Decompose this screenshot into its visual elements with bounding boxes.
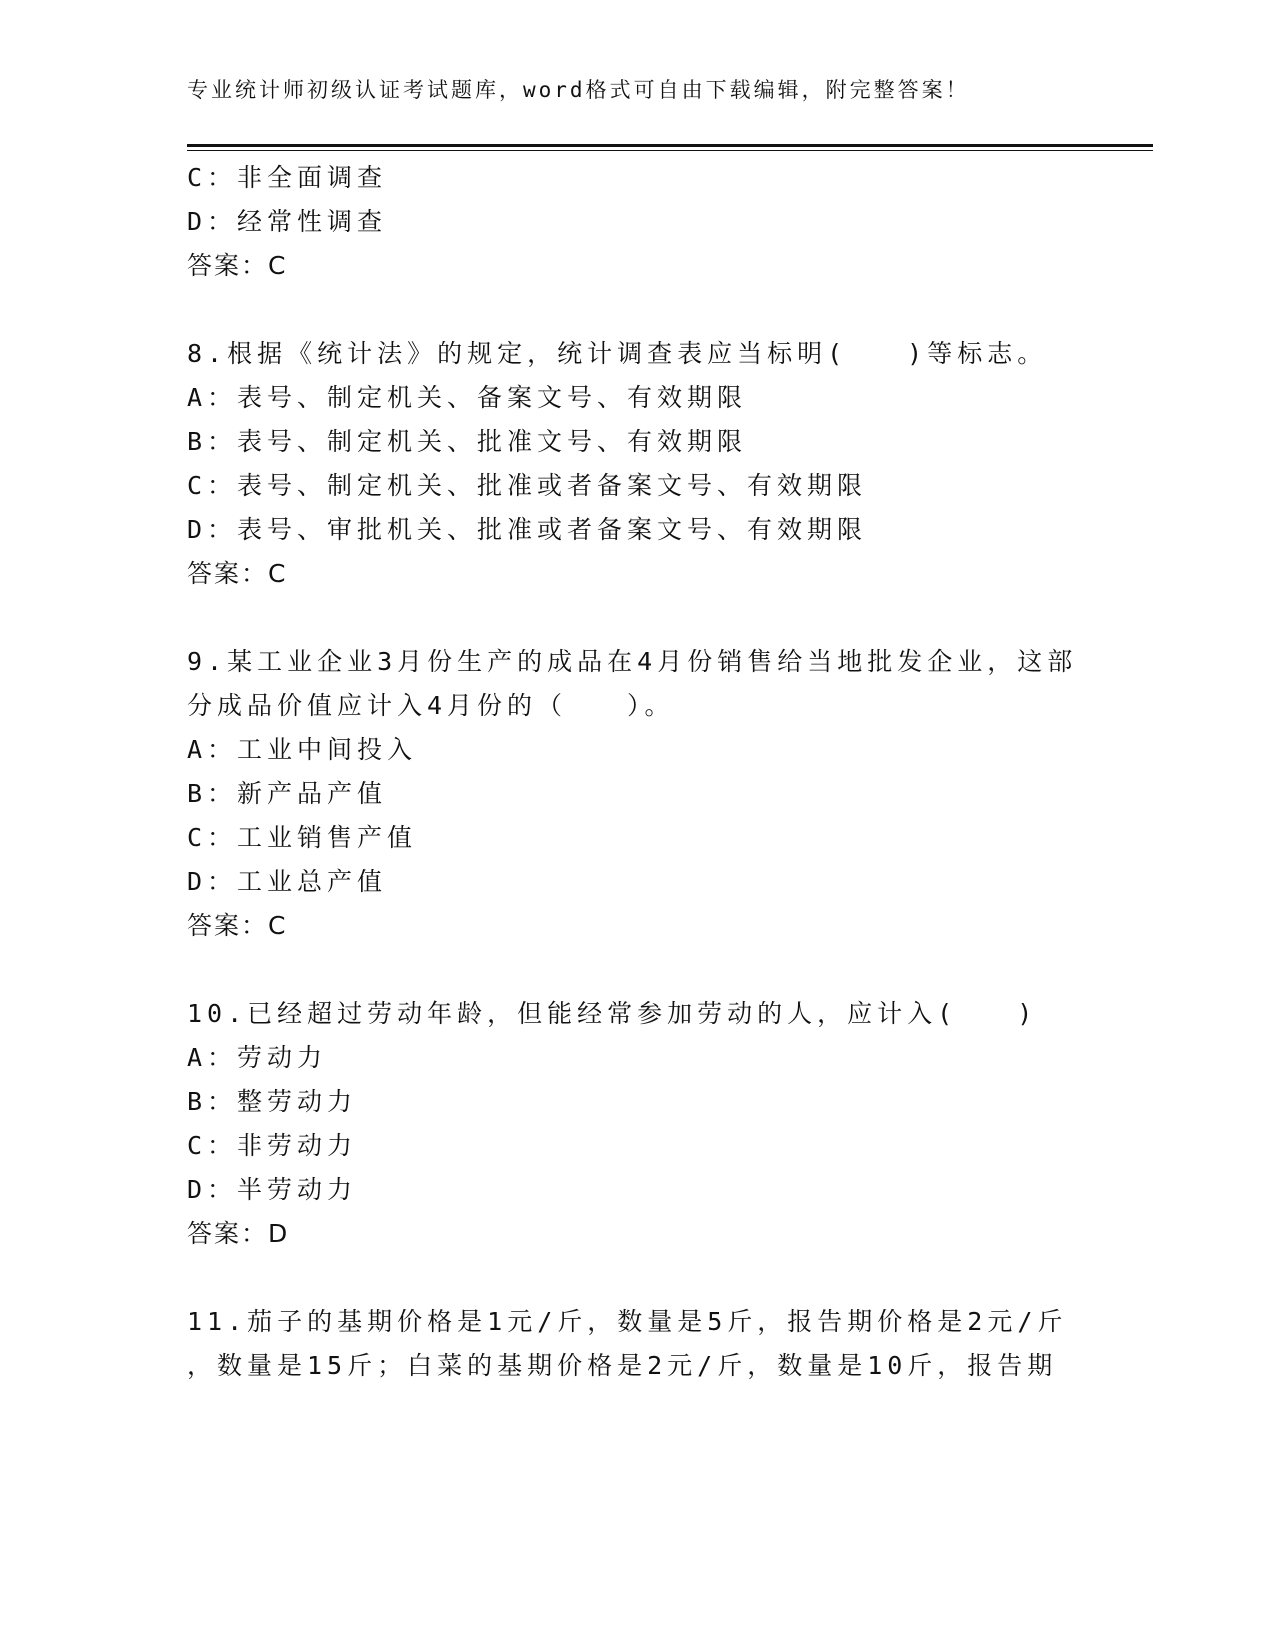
page-header: 专业统计师初级认证考试题库，word格式可自由下载编辑，附完整答案！ (187, 78, 970, 102)
q9-question-line-1: 9.某工业企业3月份生产的成品在4月份销售给当地批发企业，这部 (187, 647, 1078, 676)
q8-option-d: D：表号、审批机关、批准或者备案文号、有效期限 (187, 515, 868, 544)
q9-option-a: A：工业中间投入 (187, 735, 418, 764)
q9-option-b: B：新产品产值 (187, 779, 388, 808)
q11-question-line-2: ，数量是15斤；白菜的基期价格是2元/斤，数量是10斤，报告期 (187, 1351, 1058, 1380)
q9-option-c: C：工业销售产值 (187, 823, 418, 852)
q10-option-a: A：劳动力 (187, 1043, 328, 1072)
q7-answer: 答案：C (187, 251, 288, 280)
q8-question: 8.根据《统计法》的规定，统计调查表应当标明( )等标志。 (187, 339, 1048, 368)
q10-answer: 答案：D (187, 1219, 290, 1248)
q9-option-d: D：工业总产值 (187, 867, 388, 896)
q10-question: 10.已经超过劳动年龄，但能经常参加劳动的人，应计入( ) (187, 999, 1038, 1028)
q8-option-c: C：表号、制定机关、批准或者备案文号、有效期限 (187, 471, 868, 500)
q9-answer: 答案：C (187, 911, 288, 940)
q9-question-line-2: 分成品价值应计入4月份的（ ）。 (187, 691, 675, 720)
q11-question-line-1: 11.茄子的基期价格是1元/斤，数量是5斤，报告期价格是2元/斤 (187, 1307, 1068, 1336)
header-divider-thin (187, 150, 1153, 151)
q8-option-a: A：表号、制定机关、备案文号、有效期限 (187, 383, 748, 412)
q10-option-c: C：非劳动力 (187, 1131, 358, 1160)
q7-option-c: C：非全面调查 (187, 163, 388, 192)
q10-option-d: D：半劳动力 (187, 1175, 358, 1204)
q8-option-b: B：表号、制定机关、批准文号、有效期限 (187, 427, 748, 456)
header-divider-thick (187, 144, 1153, 147)
q8-answer: 答案：C (187, 559, 288, 588)
q7-option-d: D：经常性调查 (187, 207, 388, 236)
q10-option-b: B：整劳动力 (187, 1087, 358, 1116)
